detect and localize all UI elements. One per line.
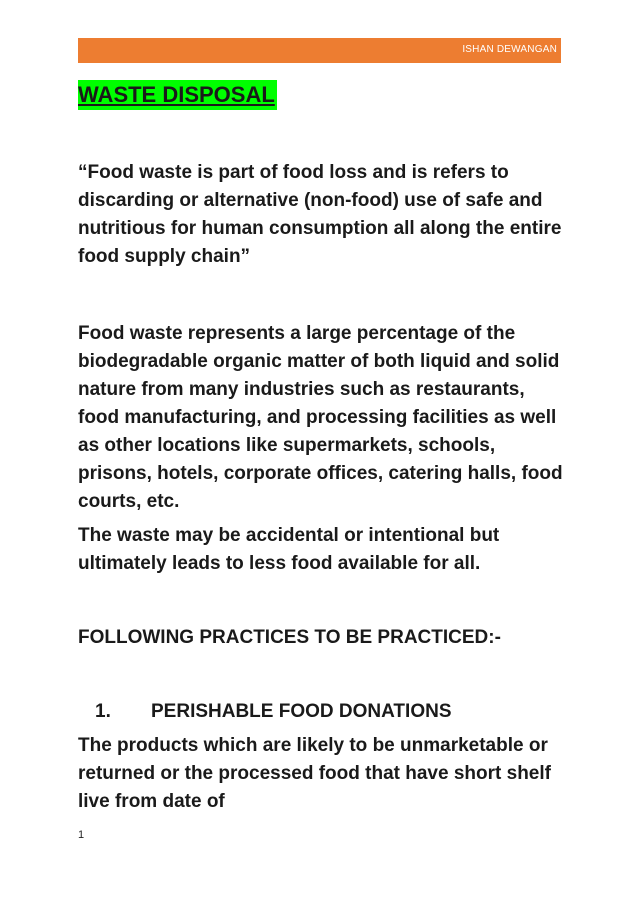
document-body xyxy=(78,80,568,816)
list-item xyxy=(78,698,568,726)
header-bar xyxy=(78,38,561,63)
definition-quote: “Food waste is part of food loss and is refers to discarding or alternative (non-food) use of safe and nutritious for human consumption all along the entire food supply chain” xyxy=(78,162,562,267)
page-number: 1 xyxy=(78,829,85,841)
paragraph-food-waste: Food waste represents a large percentage of the biodegradable organic matter of both liquid and solid nature from many industries such as restaurants, food manufacturing, and processing facilities as well as other locations like supermarkets, schools, prisons, hotels, corporate offices, catering halls, food courts, etc. xyxy=(78,323,563,512)
paragraph-waste-effect: The waste may be accidental or intentional but ultimately leads to less food available for all. xyxy=(78,525,500,574)
list-item-number: 1. xyxy=(95,701,111,722)
list-item-label: PERISHABLE FOOD DONATIONS xyxy=(151,701,452,722)
paragraph-donations: The products which are likely to be unmarketable or returned or the processed food that have short shelf live from date of xyxy=(78,735,551,812)
practices-heading: FOLLOWING PRACTICES TO BE PRACTICED:- xyxy=(78,627,501,648)
document-title: WASTE DISPOSAL xyxy=(78,80,277,110)
header-author: ISHAN DEWANGAN xyxy=(462,44,557,55)
